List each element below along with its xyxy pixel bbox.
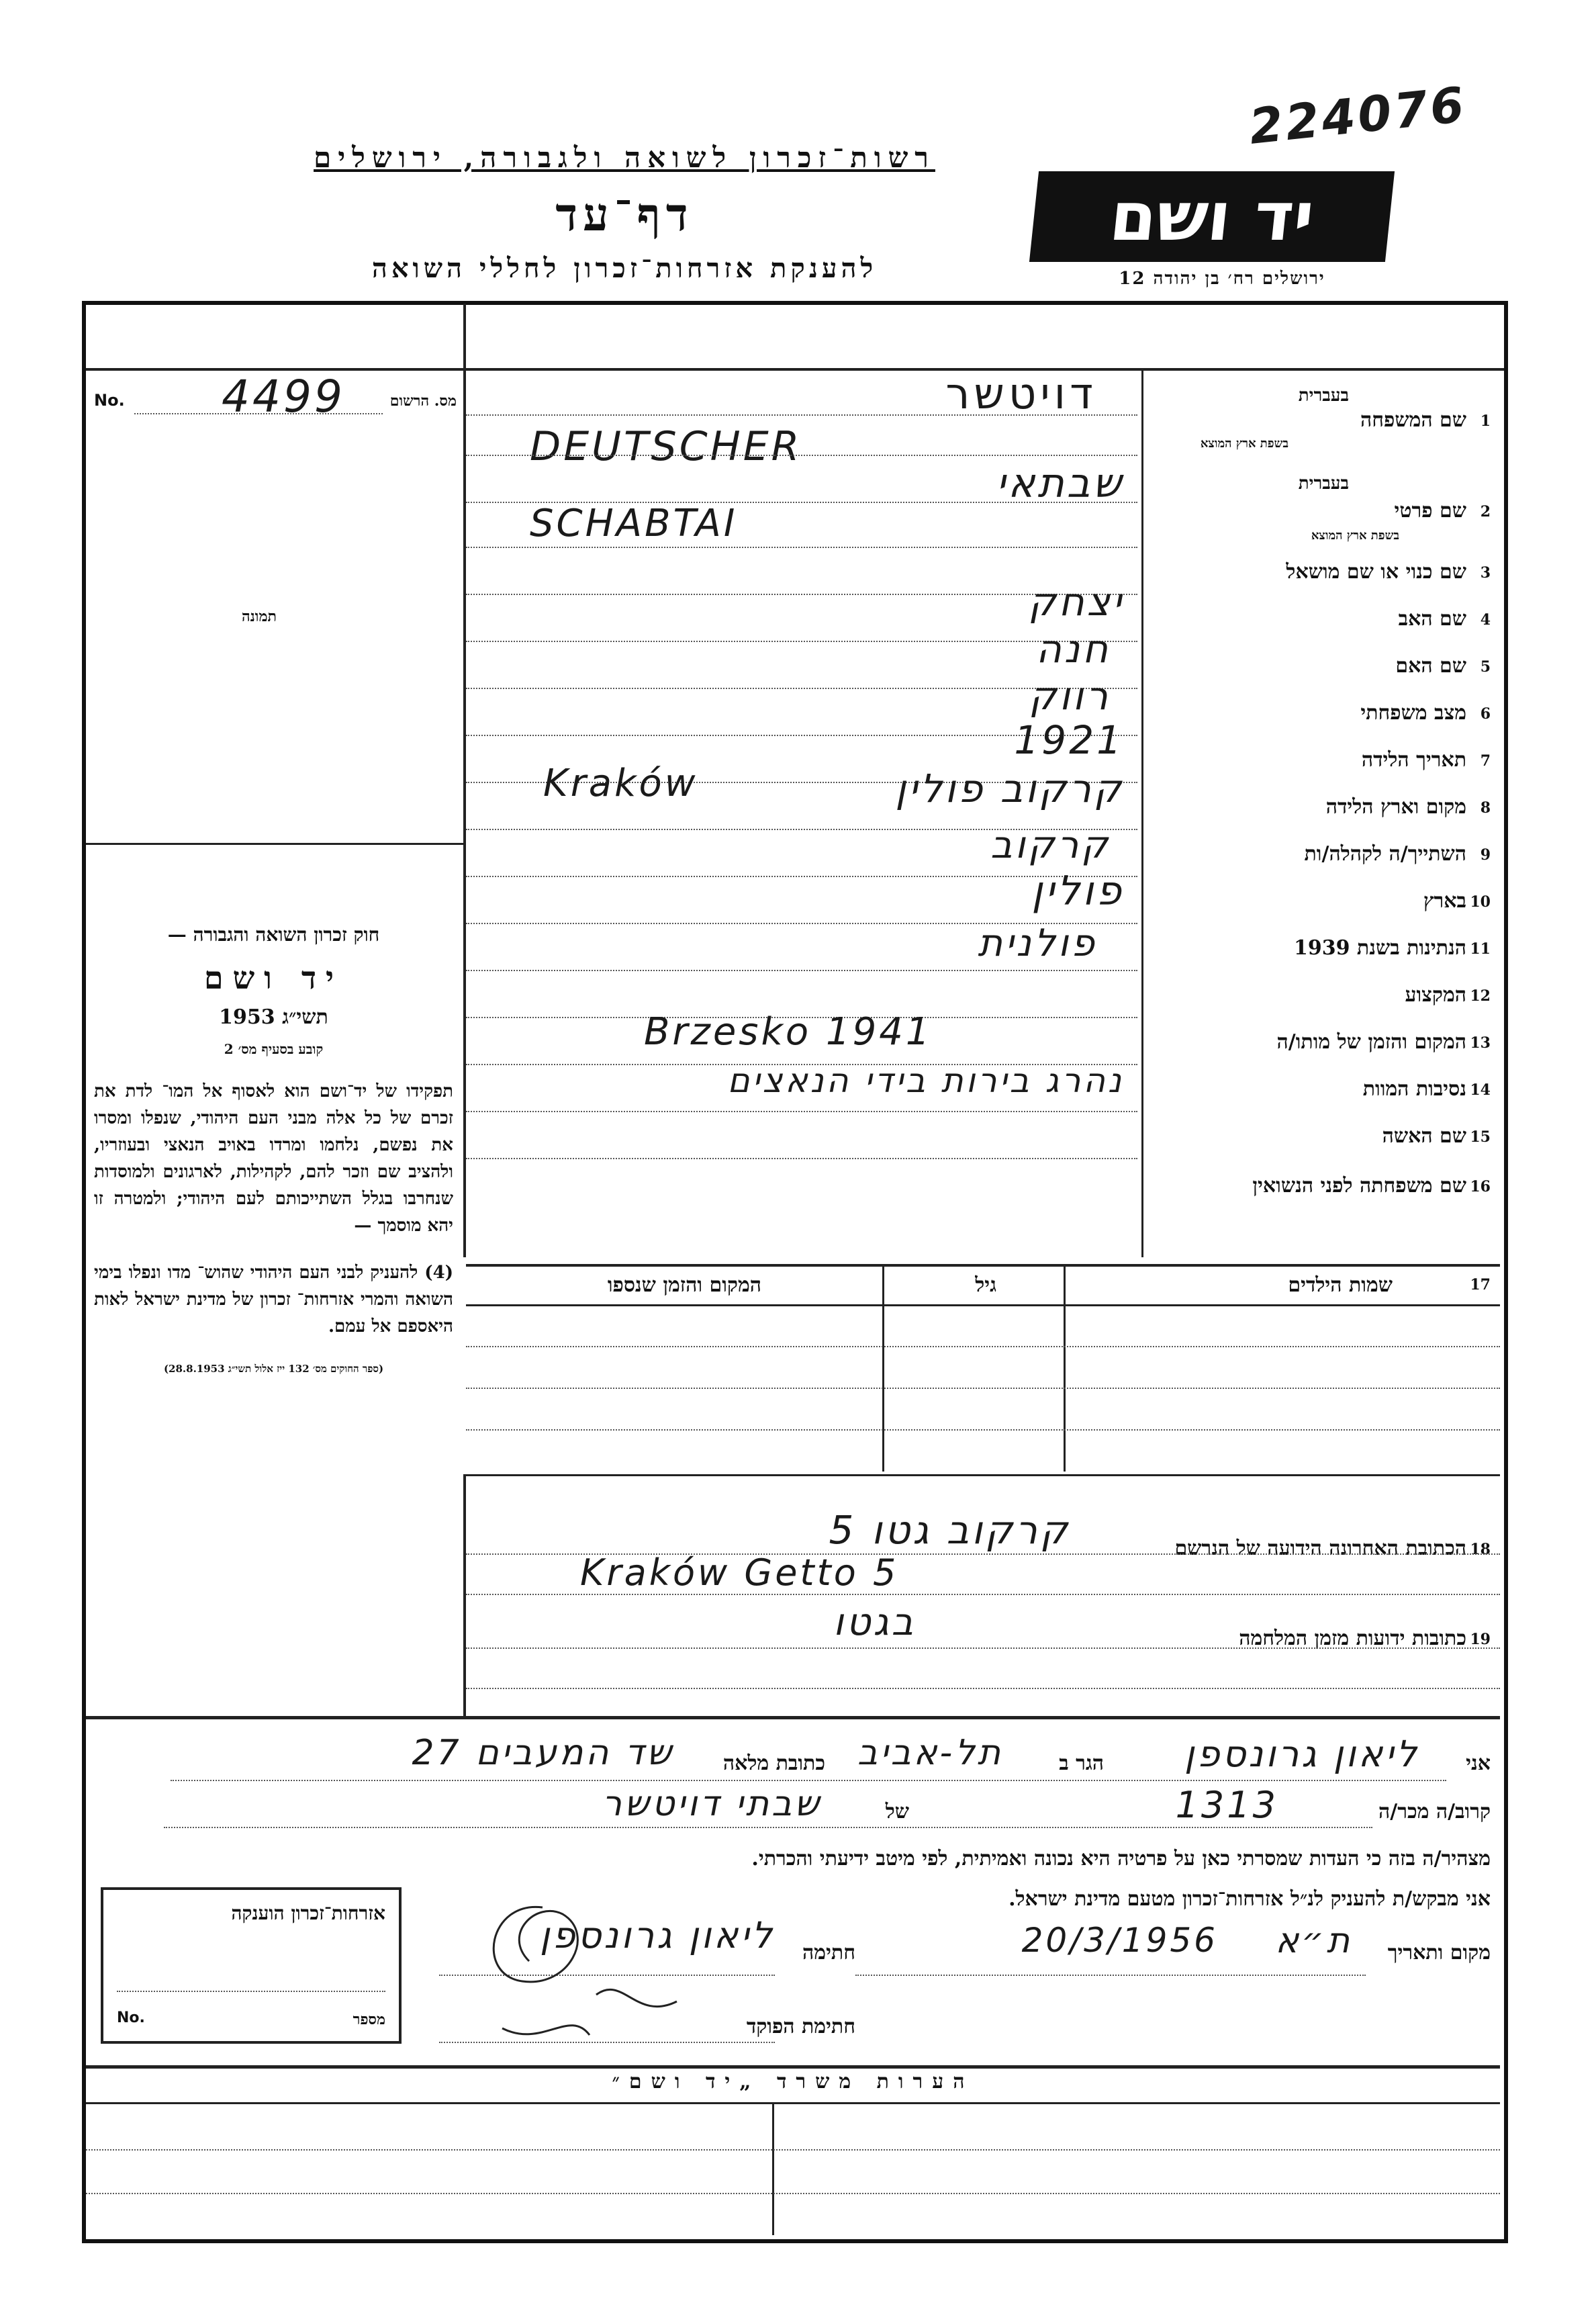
signature: ליאון גרונספן (539, 1914, 775, 1956)
field-row-3: 3 שם כנוי או שם מושאל (1286, 560, 1491, 584)
deceased-name: שבתי דויטשר (602, 1784, 822, 1824)
sign-place: ת״א (1275, 1921, 1352, 1961)
last-address-hebrew: קרקוב גטו 5 (829, 1507, 1070, 1553)
declaration-text: מצהיר/ה בזה כי העדות שמסרתי כאן על פרטיה היא נכונה ואמיתית, לפי מיטב ידיעתי והכרתי. (751, 1847, 1491, 1870)
firstname-latin: SCHABTAI (530, 502, 738, 545)
declarant-name: ליאון גרונספן (1184, 1733, 1419, 1775)
field-row-7: 7 תאריך הלידה 1921 (1014, 717, 1491, 772)
field-row-9: 9 השתייך/ה לקהלה/ות קרקוב (990, 823, 1491, 867)
country: פולין (1031, 868, 1124, 915)
law-source: (ספר החוקים מס׳ 132 ייז אלול תשי״ג 28.8.1953) (163, 1363, 384, 1375)
law-clause: קובע בסעיף מס׳ 2 (224, 1041, 324, 1057)
last-address-latin: Kraków Getto 5 (580, 1551, 899, 1594)
law-paragraph-2: (4) להעניק לבני העם היהודי שהוש־ מדו ונפלו בימי השואה והמרי אזרחות־ זכרון של מדינת ישראל לאות היאספם אל עמם. (94, 1263, 453, 1337)
children-header: 17 שמות הילדים גיל המקום והזמן שנספו (466, 1267, 1500, 1306)
firstname-hebrew: שבתאי (996, 460, 1124, 507)
page-subtitle: להענקת אזרחות־זכרון לחללי השואה (371, 253, 878, 284)
request-text: אני מבקש/ת להעניק לנ״ל אזרחות־זכרון מטעם מדינת ישראל. (1008, 1887, 1491, 1911)
field-row-2: 2 שם פרטי בעברית בשפת ארץ המוצא שבתאי SCHABTAI (530, 460, 1491, 545)
law-paragraph-1: תפקידו של יד־ושם הוא לאסוף אל המו־ לדת את זכרם של כל אלה מבני העם היהודי, שנפלו ומסרו את נפשם, נלחמו ומרדו באויב הנאצי ובעוזריו, ולהציב שם וזכר להם, לקהילות, לארגונים ולמוסדות שנחרבו בגלל השתייכותם לעם היהודי; ולמטרה זו יהא מוסמך — (94, 1081, 453, 1236)
death-place-time: Brzesko 1941 (644, 1010, 933, 1054)
nationality-1939: פולנית (978, 921, 1097, 965)
archive-number: 224076 (1246, 76, 1470, 155)
sign-date: 20/3/1956 (1021, 1921, 1218, 1960)
field-row-1: 1 שם המשפחה בעברית בשפת ארץ המוצא דויטשר DEUTSCHER (530, 369, 1491, 470)
declarant-city: תל-אביב (857, 1733, 1003, 1773)
remarks-title: הערות משרד „יד ושם״ (612, 2070, 974, 2093)
registration-number (94, 371, 457, 423)
field-row-12: 12 המקצוע (1405, 983, 1491, 1007)
authority-title: רשות־זכרון לשואה ולגבורה, ירושלים (314, 141, 935, 174)
declarant-section: אני ליאון גרונספן הגר ב תל-אביב כתובת מלאה שד המעבים 27 קרוב/ה מכר/ה 1313 של שבתי דויטשר מצהיר/ה בזה כי העדות שמסרתי כאן על פרטיה היא נכונה ואמיתית, לפי מיטב ידיעתי והכרתי. אני מבקש/ת להעניק לנ״ל אזרחות־זכרון מטעם מדינת ישראל. מקום ותאריך ת״א 20/3/1956 חתימה ליאון גרונספן חתימת הפוקד (86, 1719, 1500, 2055)
field-row-10: 10 בארץ פולין (1031, 868, 1491, 915)
father-name: יצחק (1028, 579, 1124, 625)
surname-hebrew: דויטשר (945, 369, 1097, 419)
fields-section (466, 371, 1500, 1264)
page-title: דף־עד (555, 188, 694, 242)
header (222, 141, 1027, 284)
yad-vashem-logo: יד ושם (1029, 171, 1395, 262)
photo-label: תמונה (242, 608, 277, 625)
field-row-13: 13 המקום והזמן של מותו/ה Brzesko 1941 (644, 1010, 1491, 1054)
field-row-16: 16 שם משפחתה לפני הנשואין (1252, 1174, 1491, 1197)
citizenship-granted-box: אזרחות־זכרון הוענקה מספר No. (101, 1887, 402, 2044)
law-yad-vashem: יד ושם (203, 960, 344, 996)
children-table (466, 1267, 1500, 1472)
birth-place-latin: Kraków (543, 762, 698, 805)
law-year: תשי״ג 1953 (219, 1005, 328, 1029)
field-row-5: 5 שם האם חנה (1035, 626, 1491, 678)
relation: 1313 (1175, 1784, 1278, 1826)
field-row-4: 4 שם האב יצחק (1028, 579, 1491, 631)
field-row-14: 14 נסיבות המוות נהרג בירות בידי הנאצים (727, 1061, 1491, 1101)
surname-latin: DEUTSCHER (530, 423, 802, 470)
birth-place: קרקוב פולין (895, 766, 1124, 811)
registration-value: 4499 (222, 371, 345, 422)
law-title: חוק זכרון השואה והגבורה — (167, 923, 380, 946)
death-circumstances: נהרג בירות בידי הנאצים (727, 1061, 1124, 1100)
signature-scribble (462, 1894, 704, 2048)
field-row-11: 11 הנתינות בשנת 1939 פולנית (978, 921, 1491, 965)
field-row-6: 6 מצב משפחתי רווק (1029, 673, 1491, 725)
last-address-section: 18 הכתובת האחרונה הידועה של הנרשם קרקוב גטו 5 Kraków Getto 5 19 כתובות ידועות מזמן המלחמה בגטו (466, 1476, 1500, 1715)
mother-name: חנה (1035, 626, 1111, 672)
logo-address: ירושלים רח׳ בן יהודה 12 (1119, 269, 1325, 289)
registration-label-en: No. (94, 391, 125, 410)
registration-label-he: מס. הרשום (389, 392, 457, 410)
wartime-address: בגטו (833, 1600, 916, 1644)
marital-status: רווק (1029, 673, 1111, 719)
citizenship-box-title: אזרחות־זכרון הוענקה (231, 1902, 385, 1924)
field-row-15: 15 שם האשה (1382, 1124, 1491, 1148)
field-row-8: 8 מקום וארץ הלידה קרקוב פולין Kraków (543, 762, 1491, 819)
declarant-address: שד המעבים 27 (412, 1733, 674, 1773)
birth-date: 1921 (1014, 717, 1124, 763)
law-text (94, 923, 453, 1375)
community: קרקוב (990, 823, 1111, 867)
